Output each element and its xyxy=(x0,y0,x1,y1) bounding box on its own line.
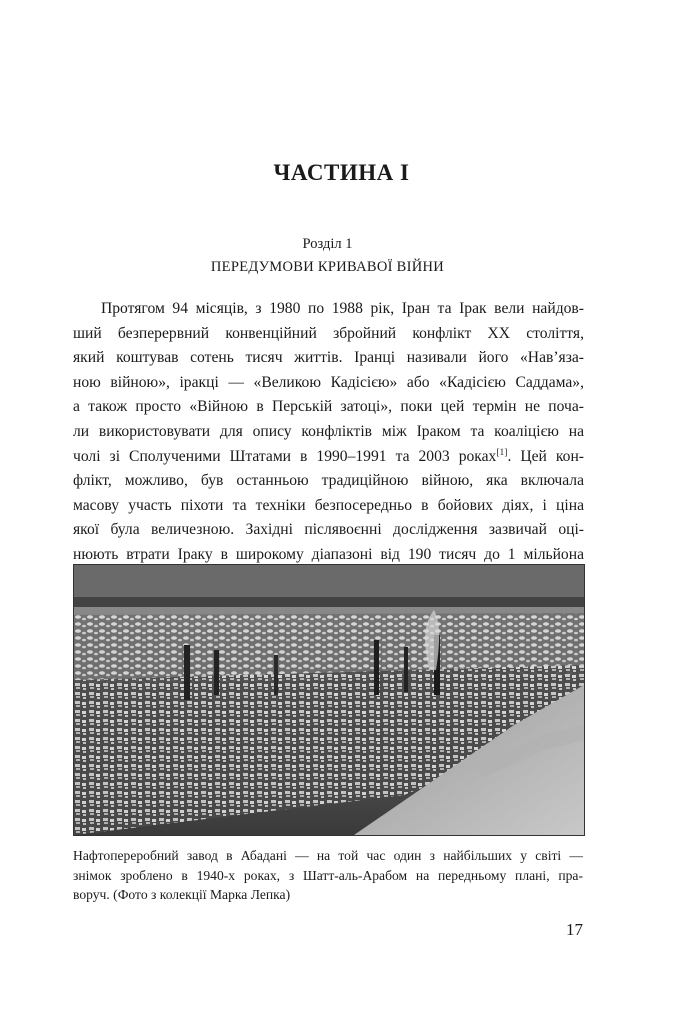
body-line-tail: . Цей кон- xyxy=(507,447,584,465)
body-line-with-footnote xyxy=(73,445,584,470)
part-title: ЧАСТИНА I xyxy=(273,160,410,185)
caption-line: воруч. (Фото з колекції Марка Лепка) xyxy=(73,887,291,903)
body-line: ли використовувати для опису конфліктів між Іраком та коаліцією на xyxy=(73,422,584,440)
caption-line: Нафтопереробний завод в Абадані — на той час один з найбільших у світі — xyxy=(73,848,583,863)
body-line: якої була величезною. Західні післявоєнні дослідження зазвичай оці- xyxy=(73,521,584,539)
body-line: флікт, можливо, був останньою традиційною війною, яка включала xyxy=(73,472,584,490)
body-text xyxy=(73,297,584,568)
chapter-title: ПЕРЕДУМОВИ КРИВАВОЇ ВІЙНИ xyxy=(210,259,445,275)
body-line: ною війною», іракці — «Великою Кадісією» або «Кадісією Саддама», xyxy=(73,373,584,391)
body-line: який коштував сотень тисяч життів. Іранці називали його «Нав’яза- xyxy=(73,349,584,367)
refinery-photo xyxy=(73,564,585,836)
chapter-number: Розділ 1 xyxy=(302,236,353,252)
page-number: 17 xyxy=(566,920,583,939)
body-line: ший безперервний конвенційний збройний конфлікт XX століття, xyxy=(73,324,584,342)
figure-caption xyxy=(73,846,583,905)
caption-line: знімок зроблено в 1940-х роках, з Шатт-аль-Арабом на передньому плані, пра- xyxy=(73,867,583,883)
footnote-ref[interactable]: [1] xyxy=(496,447,508,458)
body-line: а також просто «Війною в Перській затоці», поки цей термін не поча- xyxy=(73,398,584,416)
body-line: Протягом 94 місяців, з 1980 по 1988 рік, Іран та Ірак вели найдов- xyxy=(101,300,584,317)
body-line: нюють втрати Іраку в широкому діапазоні від 190 тисяч до 1 мільйона xyxy=(73,545,584,563)
body-line: масову участь піхоти та техніки безпосередньо в бойових діях, і ціна xyxy=(73,496,584,514)
body-line-text: чолі зі Сполученими Штатами в 1990–1991 та 2003 роках xyxy=(73,447,497,465)
